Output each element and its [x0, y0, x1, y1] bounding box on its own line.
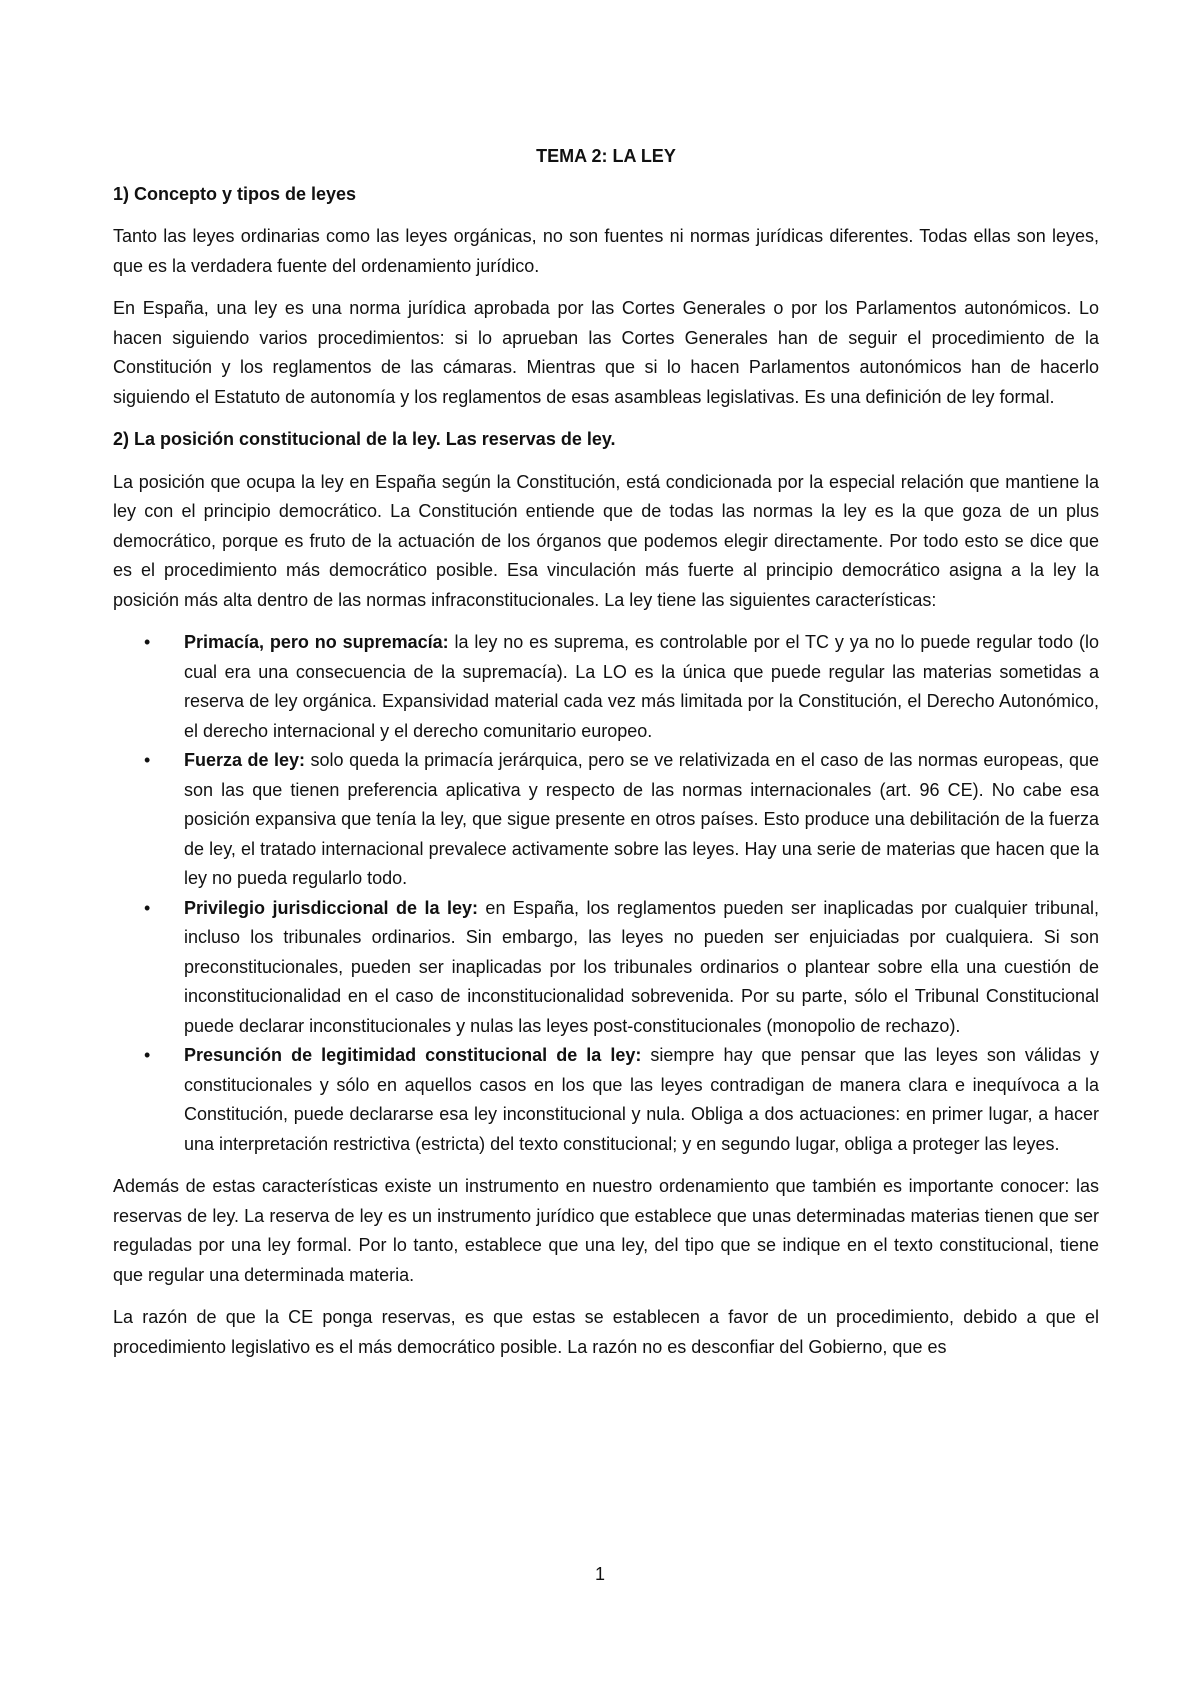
list-item: [144, 894, 1099, 1042]
list-item-term: Primacía, pero no supremacía:: [184, 632, 449, 652]
section-heading-2: 2) La posición constitucional de la ley. Las reservas de ley.: [113, 429, 616, 449]
bullet-icon: •: [144, 897, 151, 918]
list-item: [144, 746, 1099, 894]
list-item-term: Presunción de legitimidad constitucional de la ley:: [184, 1045, 642, 1065]
paragraph: La posición que ocupa la ley en España según la Constitución, está condicionada por la especial relación que mantiene la ley con el principio democrático. La Constitución entiende que de todas las normas la ley es la que goza de un plus democrático, porque es fruto de la actuación de los órganos que podemos elegir directamente. Por todo esto se dice que es el procedimiento más democrático posible. Esa vinculación más fuerte al principio democrático asigna a la ley la posición más alta dentro de las normas infraconstitucionales. La ley tiene las siguientes características:: [113, 471, 1099, 610]
document-body: [113, 142, 1099, 1375]
paragraph: Además de estas características existe un instrumento en nuestro ordenamiento que también es importante conocer: las reservas de ley. La reserva de ley es un instrumento jurídico que establece que unas determinadas materias tienen que ser reguladas por una ley formal. Por lo tanto, establece que una ley, del tipo que se indique en el texto constitucional, tiene que regular una determinada materia.: [113, 1176, 1099, 1285]
list-item: [144, 1041, 1099, 1159]
list-item: [144, 628, 1099, 746]
bullet-icon: •: [144, 750, 151, 770]
paragraph: La razón de que la CE ponga reservas, es que estas se establecen a favor de un procedimiento, debido a que el procedimiento legislativo es el más democrático posible. La razón no es desconfiar del Gobierno, que es: [113, 1307, 1099, 1357]
list-item-text: solo queda la primacía jerárquica, pero se ve relativizada en el caso de las normas europeas, que son las que tienen preferencia aplicativa y respecto de las normas internacionales (art. 96 CE). No cabe esa posición expansiva que tenía la ley, que sigue presente en otros países. Esto produce una debilitación de la fuerza de ley, el tratado internacional prevalece activamente sobre las leyes. Hay una serie de materias que hacen que la ley no pueda regularlo todo.: [184, 750, 1099, 888]
list-item-text: siempre hay que pensar que las leyes son válidas y constitucionales y sólo en aquellos casos en los que las leyes contradigan de manera clara e inequívoca a la Constitución, puede declararse esa ley inconstitucional y nula. Obliga a dos actuaciones: en primer lugar, a hacer una interpretación restrictiva (estricta) del texto constitucional; y en segundo lugar, obliga a proteger las leyes.: [184, 1045, 1099, 1154]
page-number: 1: [594, 1564, 605, 1584]
list-item-term: Privilegio jurisdiccional de la ley:: [184, 897, 478, 918]
list-item-text: la ley no es suprema, es controlable por el TC y ya no lo puede regular todo (lo cual era una consecuencia de la supremacía). La LO es la única que puede regular las materias sometidas a reserva de ley orgánica. Expansividad material cada vez más limitada por la Constitución, el Derecho Autonómico, el derecho internacional y el derecho comunitario europeo.: [184, 632, 1099, 741]
document-title: TEMA 2: LA LEY: [536, 146, 676, 166]
list-item-text: en España, los reglamentos pueden ser inaplicadas por cualquier tribunal, incluso los tribunales ordinarios. Sin embargo, las leyes no pueden ser enjuiciadas por cualquiera. Si son preconstitucionales, pueden ser inaplicadas por los tribunales ordinarios o plantear sobre ella una cuestión de inconstitucionalidad en el caso de inconstitucionalidad sobrevenida. Por su parte, sólo el Tribunal Constitucional puede declarar inconstitucionales y nulas las leyes post-constitucionales (monopolio de rechazo).: [184, 897, 1099, 1036]
paragraph: En España, una ley es una norma jurídica aprobada por las Cortes Generales o por los Parlamentos autonómicos. Lo hacen siguiendo varios procedimientos: si lo aprueban las Cortes Generales han de seguir el procedimiento de la Constitución y los reglamentos de las cámaras. Mientras que si lo hacen Parlamentos autonómicos han de hacerlo siguiendo el Estatuto de autonomía y los reglamentos de esas asambleas legislativas. Es una definición de ley formal.: [113, 298, 1099, 407]
bullet-icon: •: [144, 632, 151, 652]
characteristics-list: [113, 628, 1099, 1159]
list-item-term: Fuerza de ley:: [184, 750, 306, 770]
bullet-icon: •: [144, 1045, 151, 1065]
paragraph: Tanto las leyes ordinarias como las leyes orgánicas, no son fuentes ni normas jurídicas diferentes. Todas ellas son leyes, que es la verdadera fuente del ordenamiento jurídico.: [113, 226, 1099, 276]
section-heading-1: 1) Concepto y tipos de leyes: [113, 183, 357, 204]
